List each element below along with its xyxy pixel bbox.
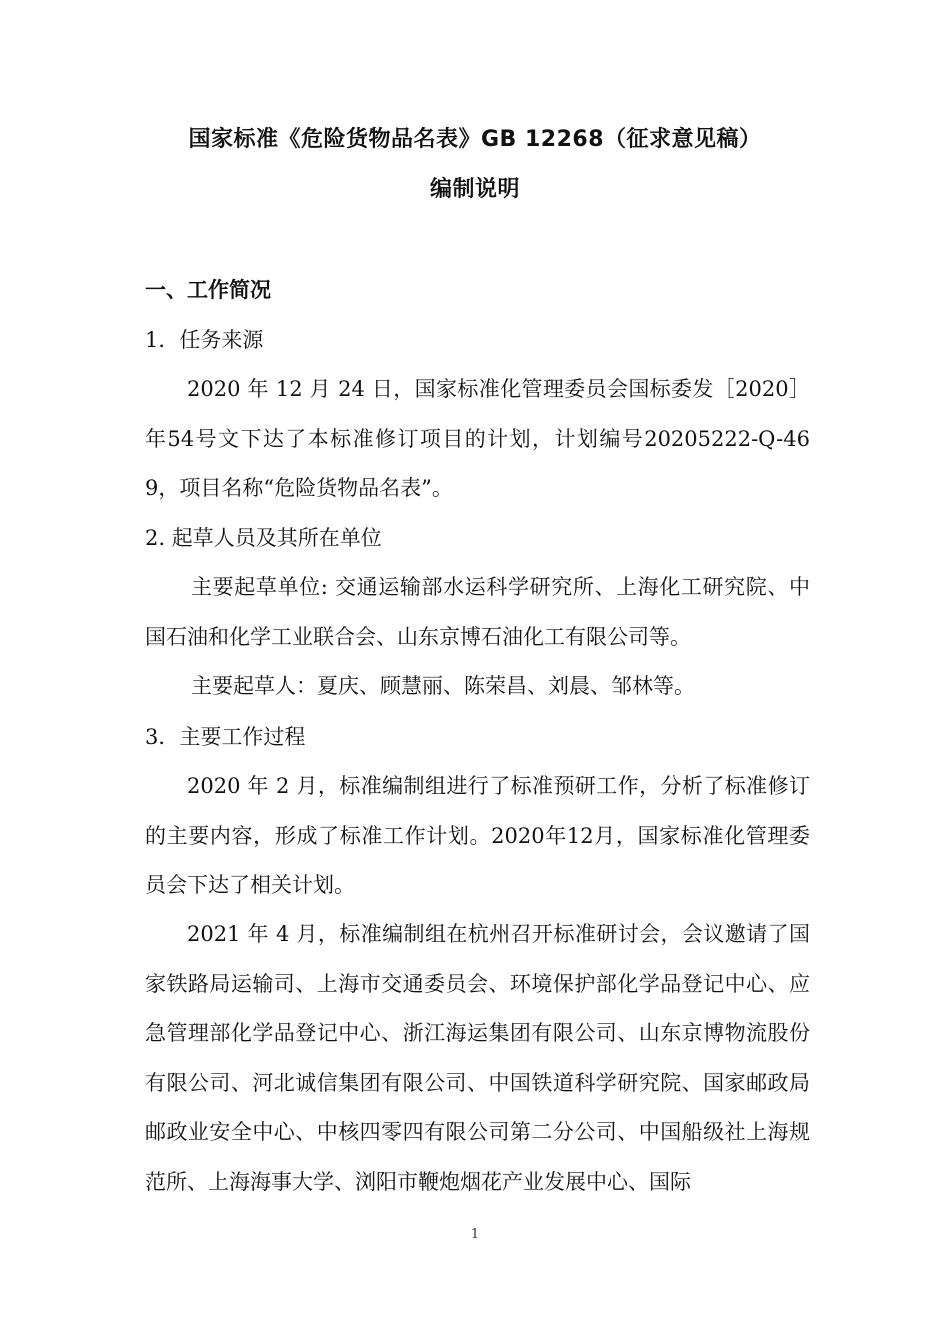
paragraph-task-source: 2020 年 12 月 24 日，国家标准化管理委员会国标委发［2020］年54号文下达了本标准修订项目的计划，计划编号20205222-Q-469，项目名称“危险货物品名表”。 (145, 377, 810, 500)
section-heading-work-overview: 一、工作简况 (145, 278, 271, 302)
paragraph-work-process-2021: 2021 年 4 月，标准编制组在杭州召开标准研讨会，会议邀请了国家铁路局运输司、上海市交通委员会、环境保护部化学品登记中心、应急管理部化学品登记中心、浙江海运集团有限公司、山东京博物流股份有限公司、河北诚信集团有限公司、中国铁道科学研究院、国家邮政局邮政业安全中心、中核四零四有限公司第二分公司、中国船级社上海规范所、上海海事大学、浏阳市鞭炮烟花产业发展中心、国际 (145, 922, 810, 1194)
page-number: 1 (470, 1227, 480, 1242)
document-title: 国家标准《危险货物品名表》GB 12268（征求意见稿） (188, 127, 762, 152)
subsection-heading-work-process: 3．主要工作过程 (145, 725, 306, 749)
paragraph-drafters: 主要起草人：夏庆、顾慧丽、陈荣昌、刘晨、邹林等。 (191, 674, 695, 698)
document-subtitle: 编制说明 (429, 177, 520, 202)
subsection-heading-drafters: 2. 起草人员及其所在单位 (145, 526, 382, 550)
subsection-heading-task-source: 1．任务来源 (145, 328, 264, 352)
paragraph-drafting-units: 主要起草单位: 交通运输部水运科学研究所、上海化工研究院、中国石油和化学工业联合会、山东京博石油化工有限公司等。 (145, 575, 810, 649)
paragraph-work-process-2020: 2020 年 2 月，标准编制组进行了标准预研工作，分析了标准修订的主要内容，形成了标准工作计划。2020年12月，国家标准化管理委员会下达了相关计划。 (145, 774, 810, 897)
